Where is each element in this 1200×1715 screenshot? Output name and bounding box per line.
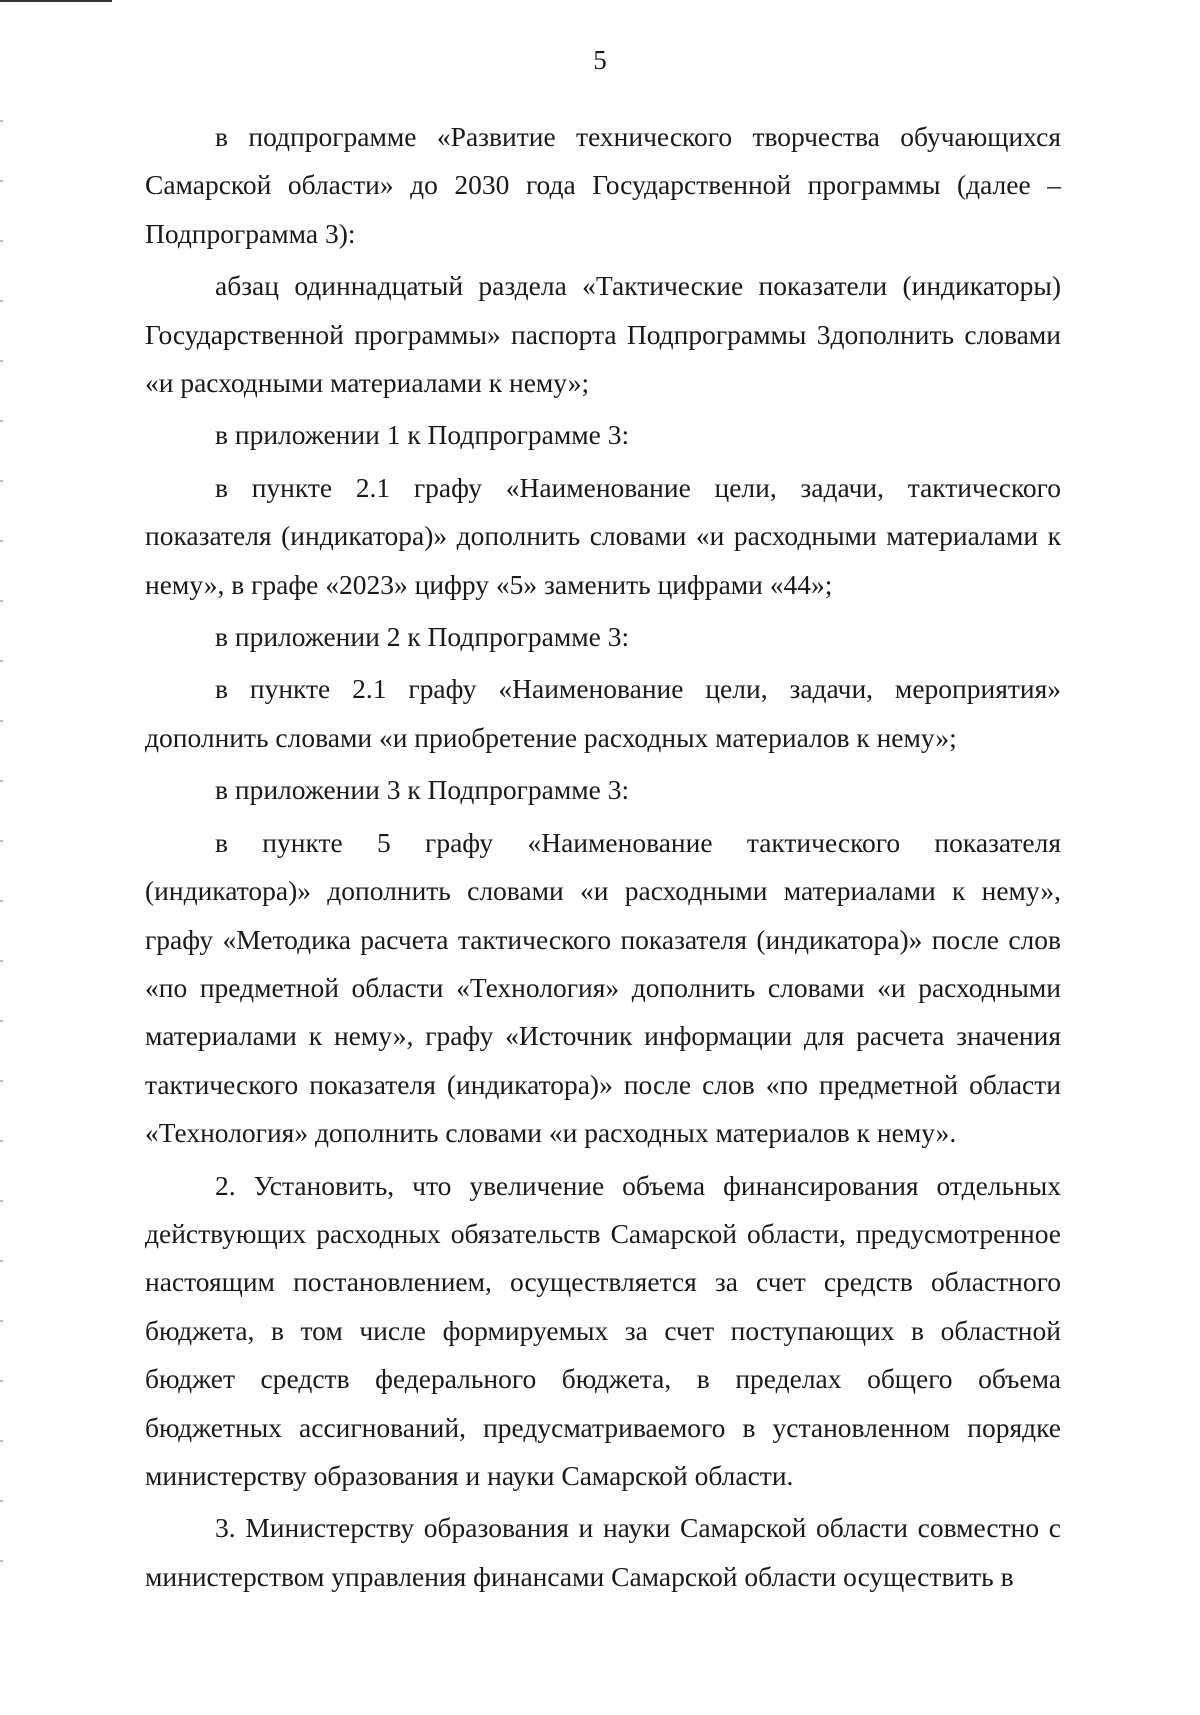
paragraph-appendix-1: в приложении 1 к Подпрограмме 3: [215, 419, 630, 451]
paragraph-subprogram-3: в подпрограмме «Развитие технического творчества обучающихся Самарской области» до 2030 года Государственной программы (далее – Подпрограмма 3): [145, 121, 1061, 249]
document-body [145, 113, 1061, 1601]
scan-edge-marks [0, 120, 3, 1620]
paragraph-abzac-11: абзац одиннадцатый раздела «Тактические показатели (индикаторы) Государственной программы» паспорта Подпрограммы 3дополнить словами «и расходными материалами к нему»; [145, 270, 1061, 399]
paragraph-point-3: 3. Министерству образования и науки Самарской области совместно с министерством управления финансами Самарской области осуществить в [145, 1512, 1061, 1592]
paragraph-appendix-3: в приложении 3 к Подпрограмме 3: [215, 774, 630, 806]
paragraph-point-2: 2. Установить, что увеличение объема финансирования отдельных действующих расходных обязательств Самарской области, предусмотренное настоящим постановлением, осуществляется за счет средств областного бюджета, в том числе формируемых за счет поступающих в областной бюджет средств федерального бюджета, в пределах общего объема бюджетных ассигнований, предусматриваемого в установленном порядке министерству образования и науки Самарской области. [145, 1169, 1061, 1491]
paragraph-appendix-2-item: в пункте 2.1 графу «Наименование цели, задачи, мероприятия» дополнить словами «и приобретение расходных материалов к нему»; [145, 673, 1061, 753]
paragraph-appendix-3-item: в пункте 5 графу «Наименование тактического показателя (индикатора)» дополнить словами «и расходными материалами к нему», графу «Методика расчета тактического показателя (индикатора)» после слов «по предметной области «Технология» дополнить словами «и расходными материалами к нему», графу «Источник информации для расчета значения тактического показателя (индикатора)» после слов «по предметной области «Технология» дополнить словами «и расходных материалов к нему». [145, 826, 1061, 1149]
paragraph-appendix-2: в приложении 2 к Подпрограмме 3: [215, 621, 630, 653]
corner-rule [0, 0, 112, 2]
page-number: 5 [593, 45, 607, 75]
paragraph-appendix-1-item: в пункте 2.1 графу «Наименование цели, задачи, тактического показателя (индикатора)» дополнить словами «и расходными материалами к нему», в графе «2023» цифру «5» заменить цифрами «44»; [145, 471, 1061, 600]
